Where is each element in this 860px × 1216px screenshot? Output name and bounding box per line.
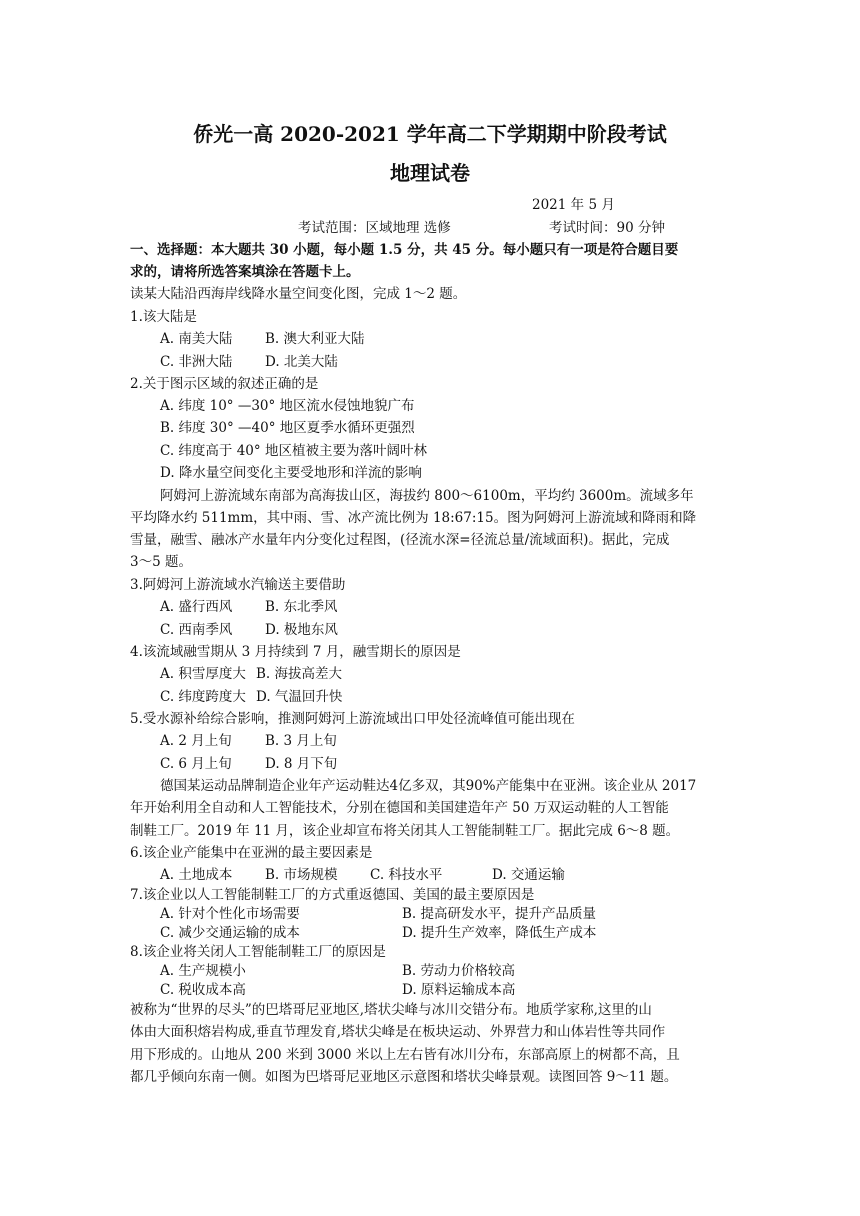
question-1-option-b: B. 澳大利亚大陆 (265, 331, 365, 347)
question-7-stem: 7.该企业以人工智能制鞋工厂的方式重返德国、美国的最主要原因是 (130, 887, 535, 903)
page-title: 侨光一高 2020-2021 学年高二下学期期中阶段考试 (193, 122, 667, 146)
question-5-option-b: B. 3 月上旬 (265, 733, 337, 749)
question-2-stem: 2.关于图示区域的叙述正确的是 (130, 376, 319, 392)
question-6-option-b: B. 市场规模 (265, 867, 338, 883)
question-1-option-d: D. 北美大陆 (265, 354, 338, 370)
passage-2-line-1: 阿姆河上游流域东南部为高海拔山区，海拔约 800～6100m，平均约 3600m。流域多年 (160, 488, 694, 504)
question-1-stem: 1.该大陆是 (130, 309, 197, 325)
question-2-option-a: A. 纬度 10° —30° 地区流水侵蚀地貌广布 (160, 398, 415, 414)
question-8-option-a: A. 生产规模小 (160, 963, 246, 979)
question-1-option-a: A. 南美大陆 (160, 331, 233, 347)
passage-3-line-2: 年开始利用全自动和人工智能技术，分别在德国和美国建造年产 50 万双运动鞋的人工智能 (130, 800, 669, 816)
question-2-option-b: B. 纬度 30° —40° 地区夏季水循环更强烈 (160, 420, 415, 436)
page-subtitle: 地理试卷 (390, 161, 470, 185)
section-heading-line2: 求的，请将所选答案填涂在答题卡上。 (130, 264, 360, 280)
question-3-option-d: D. 极地东风 (265, 622, 338, 638)
question-7-option-d: D. 提升生产效率，降低生产成本 (402, 925, 597, 941)
question-3-option-c: C. 西南季风 (160, 622, 233, 638)
passage-3-line-3: 制鞋工厂。2019 年 11 月，该企业却宣布将关闭其人工智能制鞋工厂。据此完成 6～8 题。 (130, 823, 680, 839)
exam-date: 2021 年 5 月 (532, 197, 615, 213)
question-4-option-a: A. 积雪厚度大 (160, 666, 246, 682)
exam-time: 考试时间：90 分钟 (549, 220, 665, 236)
question-8-option-b: B. 劳动力价格较高 (402, 963, 516, 979)
question-8-option-c: C. 税收成本高 (160, 982, 246, 998)
question-3-option-b: B. 东北季风 (265, 599, 338, 615)
question-6-option-c: C. 科技水平 (370, 867, 443, 883)
intro-1-2: 读某大陆沿西海岸线降水量空间变化图，完成 1～2 题。 (130, 286, 467, 302)
question-5-option-c: C. 6 月上旬 (160, 756, 232, 772)
question-7-option-b: B. 提高研发水平，提升产品质量 (402, 906, 597, 922)
question-3-stem: 3.阿姆河上游流域水汽输送主要借助 (130, 577, 346, 593)
question-7-option-c: C. 减少交通运输的成本 (160, 925, 300, 941)
passage-4-line-4: 都几乎倾向东南一侧。如图为巴塔哥尼亚地区示意图和塔状尖峰景观。读图回答 9～11 题。 (130, 1069, 678, 1085)
question-5-option-a: A. 2 月上旬 (160, 733, 232, 749)
question-1-option-c: C. 非洲大陆 (160, 354, 233, 370)
passage-2-line-4: 3～5 题。 (130, 554, 192, 570)
question-5-stem: 5.受水源补给综合影响，推测阿姆河上游流域出口甲处径流峰值可能出现在 (130, 711, 575, 727)
question-7-option-a: A. 针对个性化市场需要 (160, 906, 300, 922)
passage-2-line-2: 平均降水约 511mm，其中雨、雪、冰产流比例为 18:67:15。图为阿姆河上游流域和降雨和降 (130, 510, 697, 526)
question-3-option-a: A. 盛行西风 (160, 599, 233, 615)
question-4-stem: 4.该流域融雪期从 3 月持续到 7 月，融雪期长的原因是 (130, 644, 461, 660)
passage-4-line-2: 体由大面积熔岩构成,垂直节理发育,塔状尖峰是在板块运动、外界营力和山体岩性等共同作 (130, 1024, 666, 1040)
question-6-stem: 6.该企业产能集中在亚洲的最主要因素是 (130, 845, 373, 861)
passage-4-line-3: 用下形成的。山地从 200 米到 3000 米以上左右皆有冰川分布，东部高原上的树都不高，且 (130, 1047, 680, 1063)
question-8-option-d: D. 原料运输成本高 (402, 982, 516, 998)
question-8-stem: 8.该企业将关闭人工智能制鞋工厂的原因是 (130, 944, 386, 960)
question-2-option-c: C. 纬度高于 40° 地区植被主要为落叶阔叶林 (160, 443, 427, 459)
passage-4-line-1: 被称为“世界的尽头”的巴塔哥尼亚地区,塔状尖峰与冰川交错分布。地质学家称,这里的山 (130, 1002, 652, 1018)
question-2-option-d: D. 降水量空间变化主要受地形和洋流的影响 (160, 465, 422, 481)
passage-3-line-1: 德国某运动品牌制造企业年产运动鞋达4亿多双，其90%产能集中在亚洲。该企业从 2017 (160, 778, 697, 794)
question-4-option-c: C. 纬度跨度大 (160, 689, 246, 705)
passage-2-line-3: 雪量，融雪、融冰产水量年内分变化过程图，(径流水深=径流总量/流域面积)。据此，完成 (130, 532, 670, 548)
question-4-option-b: B. 海拔高差大 (256, 666, 343, 682)
question-4-option-d: D. 气温回升快 (256, 689, 343, 705)
section-heading-line1: 一、选择题：本大题共 30 小题，每小题 1.5 分，共 45 分。每小题只有一项是符合题目要 (130, 242, 679, 258)
exam-scope: 考试范围：区域地理 选修 (298, 220, 451, 236)
question-6-option-d: D. 交通运输 (492, 867, 565, 883)
question-5-option-d: D. 8 月下旬 (265, 756, 338, 772)
question-6-option-a: A. 土地成本 (160, 867, 233, 883)
